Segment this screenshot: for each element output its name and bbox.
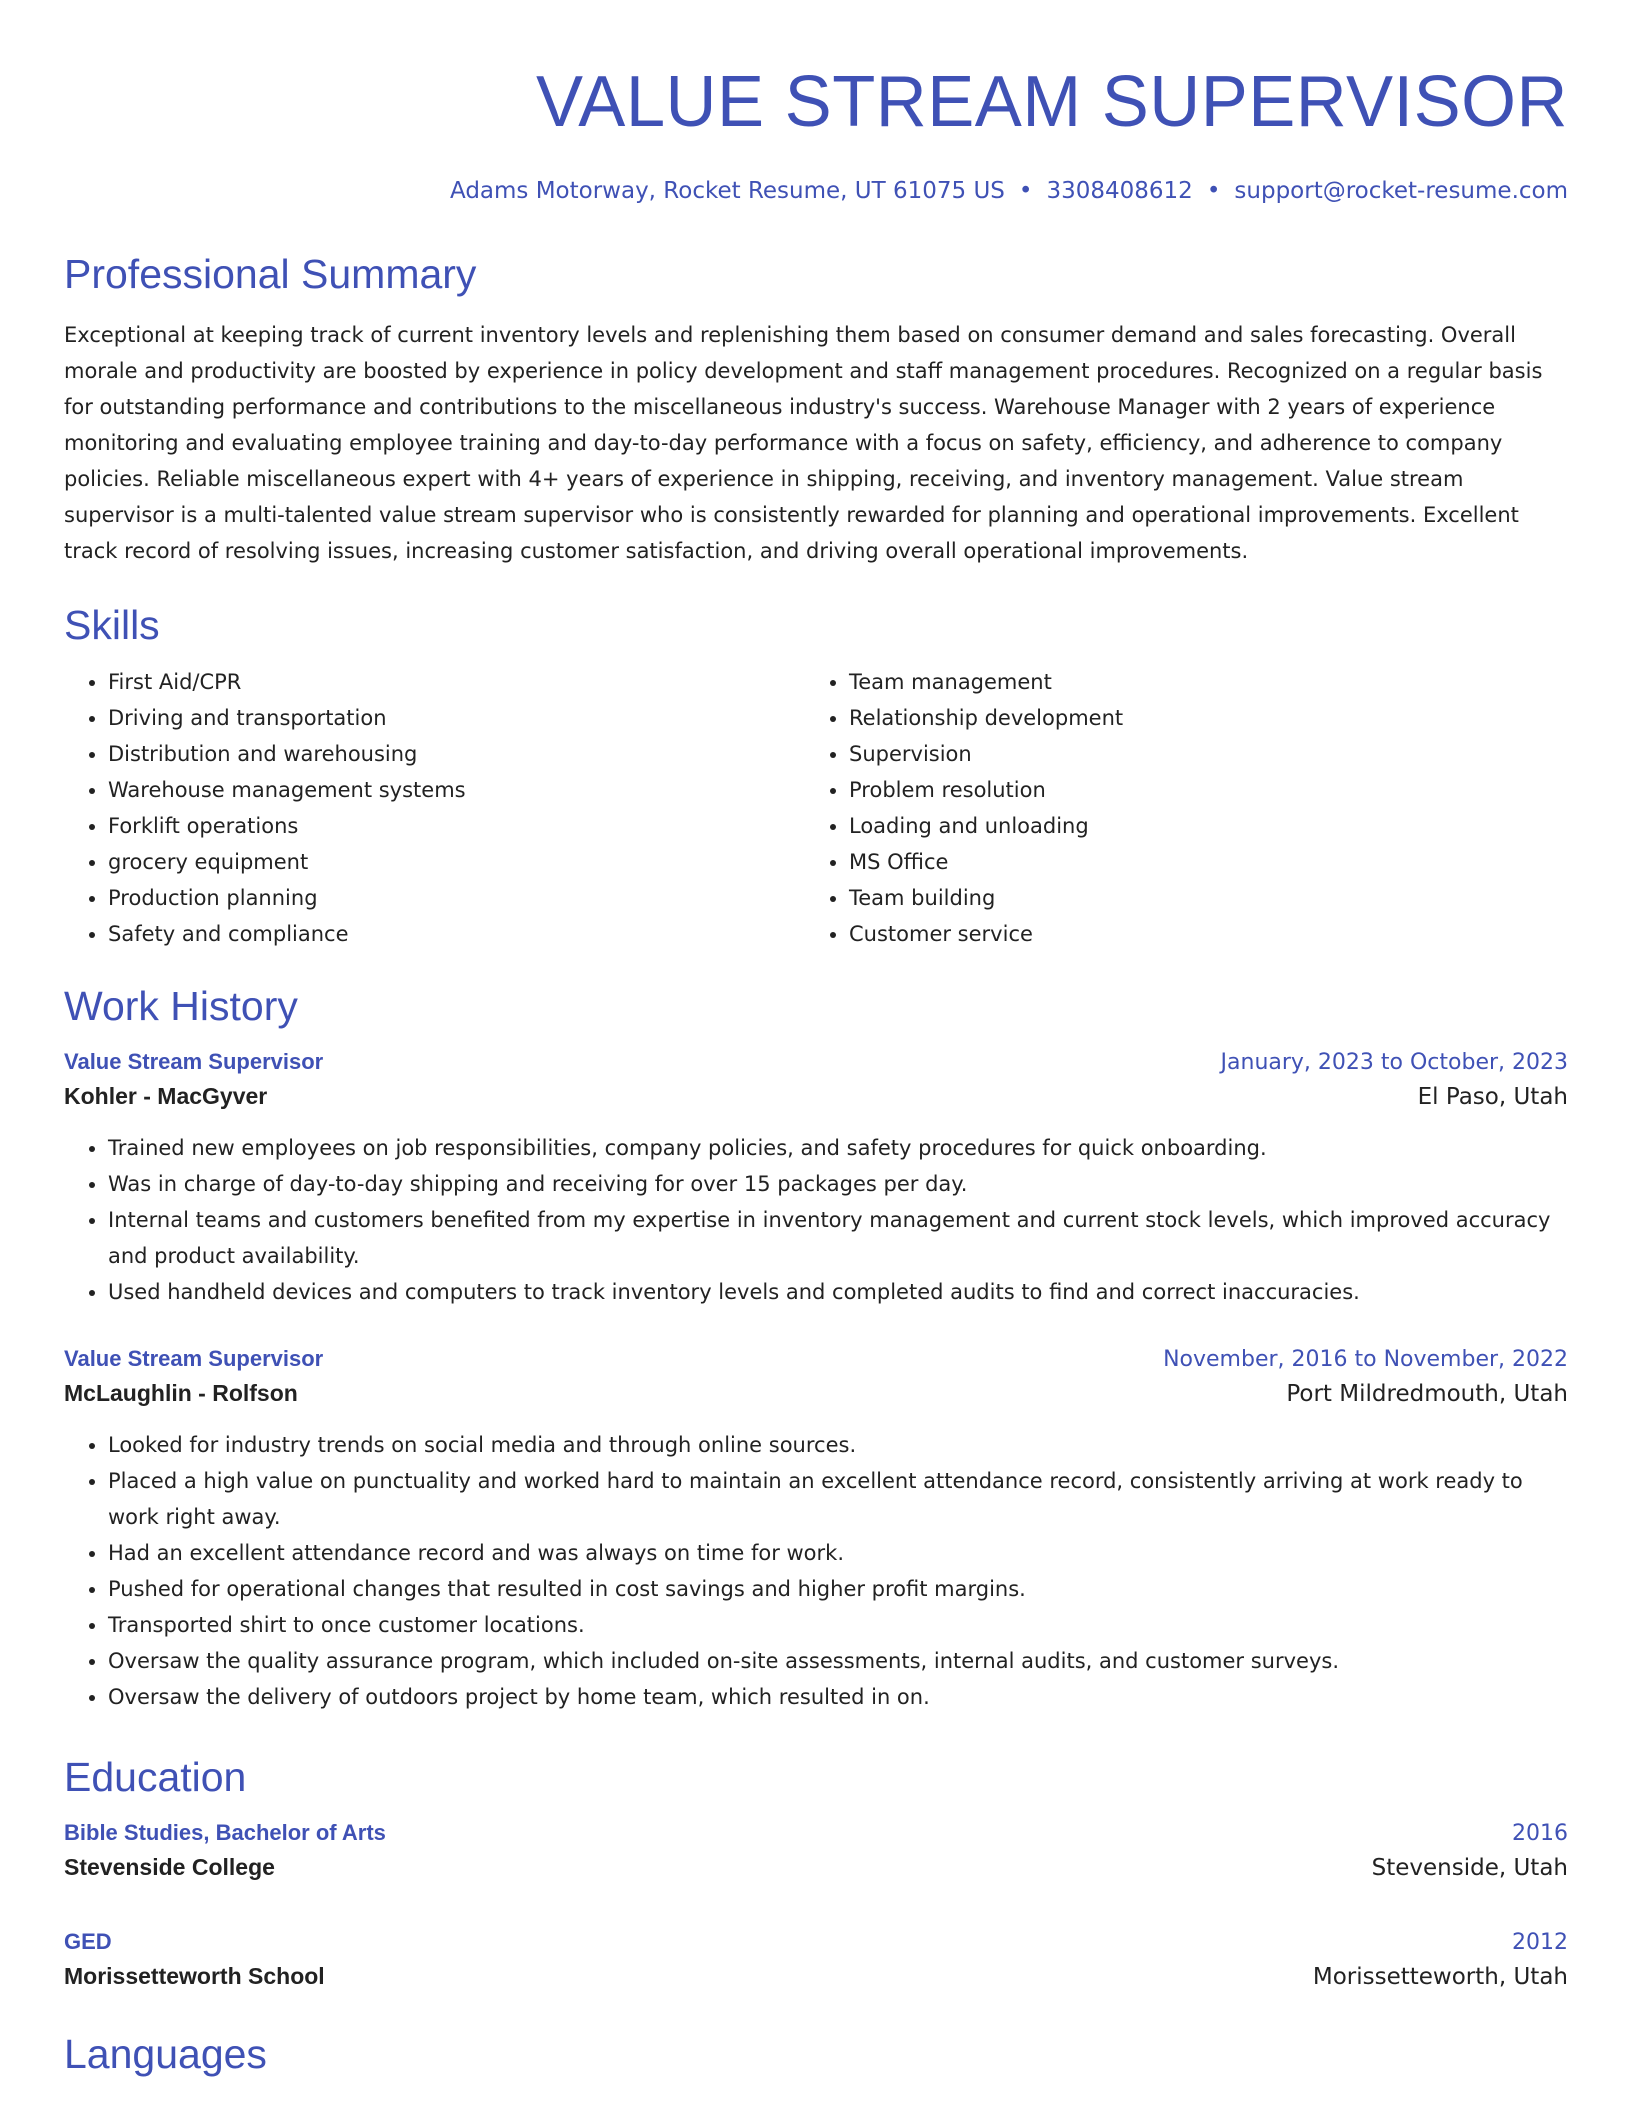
languages-heading: Languages <box>64 2031 267 2078</box>
job-bullet: • Was in charge of day-to-day shipping and receiving for over 15 packages per day. <box>108 1166 1568 1202</box>
job-entry <box>64 1049 1568 1310</box>
skill-item: • First Aid/CPR <box>108 664 805 700</box>
contact-separator: • <box>1018 178 1033 204</box>
education-location: Morissetteworth, Utah <box>1312 1964 1568 1991</box>
job-bullets <box>64 1130 1568 1310</box>
job-role: Value Stream Supervisor <box>64 1049 324 1075</box>
contact-line <box>64 178 1568 206</box>
skills-list <box>64 664 1568 952</box>
job-location: El Paso, Utah <box>1417 1084 1568 1111</box>
skill-item: • Forklift operations <box>108 808 805 844</box>
job-bullet: • Internal teams and customers benefited from my expertise in inventory management and current stock levels, which improved accuracy and product availability. <box>108 1202 1568 1274</box>
job-bullet: • Oversaw the delivery of outdoors project by home team, which resulted in on. <box>108 1679 1568 1715</box>
skill-item: • grocery equipment <box>108 844 805 880</box>
education-heading: Education <box>64 1754 247 1801</box>
skill-item: • Safety and compliance <box>108 916 805 952</box>
skill-item: • Loading and unloading <box>849 808 1546 844</box>
education-degree: GED <box>64 1929 112 1955</box>
work-history-heading: Work History <box>64 983 298 1030</box>
skill-item: • Warehouse management systems <box>108 772 805 808</box>
skill-item: • MS Office <box>849 844 1546 880</box>
job-subheader <box>64 1075 1568 1110</box>
job-company: McLaughlin - Rolfson <box>64 1380 298 1407</box>
skill-item: • Team management <box>849 664 1546 700</box>
job-bullet: • Used handheld devices and computers to track inventory levels and completed audits to find and correct inaccuracies. <box>108 1274 1568 1310</box>
education-school: Morissetteworth School <box>64 1963 325 1990</box>
skill-item: • Customer service <box>849 916 1546 952</box>
education-subheader <box>64 1846 1568 1881</box>
education-year: 2016 <box>1512 1821 1568 1847</box>
skill-item: • Distribution and warehousing <box>108 736 805 772</box>
job-dates: January, 2023 to October, 2023 <box>1220 1050 1568 1076</box>
job-bullet: • Trained new employees on job responsibilities, company policies, and safety procedures for quick onboarding. <box>108 1130 1568 1166</box>
job-company: Kohler - MacGyver <box>64 1083 268 1110</box>
job-role: Value Stream Supervisor <box>64 1346 324 1372</box>
education-entry <box>64 1929 1568 1990</box>
education-degree: Bible Studies, Bachelor of Arts <box>64 1820 386 1846</box>
summary-text: Exceptional at keeping track of current inventory levels and replenishing them based on consumer demand and sales forecasting. Overall morale and productivity are boosted by experience in policy development and staff management procedures. Recognized on a regular basis for outstanding performance and contributions to the miscellaneous industry's success. Warehouse Manager with 2 years of experience monitoring and evaluating employee training and day-to-day performance with a focus on safety, efficiency, and adherence to company policies. Reliable miscellaneous expert with 4+ years of experience in shipping, receiving, and inventory management. Value stream supervisor is a multi-talented value stream supervisor who is consistently rewarded for planning and operational improvements. Excellent track record of resolving issues, increasing customer satisfaction, and driving overall operational improvements. <box>64 323 1543 564</box>
skill-item: • Driving and transportation <box>108 700 805 736</box>
contact-separator: • <box>1206 178 1221 204</box>
education-header <box>64 1820 1568 1846</box>
education-year: 2012 <box>1512 1930 1568 1956</box>
job-bullet: • Pushed for operational changes that resulted in cost savings and higher profit margins. <box>108 1571 1568 1607</box>
resume-title: VALUE STREAM SUPERVISOR <box>535 62 1568 142</box>
job-bullet: • Looked for industry trends on social media and through online sources. <box>108 1427 1568 1463</box>
job-subheader <box>64 1372 1568 1407</box>
job-bullet: • Transported shirt to once customer locations. <box>108 1607 1568 1643</box>
skill-item: • Problem resolution <box>849 772 1546 808</box>
education-header <box>64 1929 1568 1955</box>
skill-item: • Production planning <box>108 880 805 916</box>
job-location: Port Mildredmouth, Utah <box>1286 1381 1568 1408</box>
summary-heading: Professional Summary <box>64 251 477 297</box>
skills-heading: Skills <box>64 602 160 649</box>
education-location: Stevenside, Utah <box>1371 1855 1568 1882</box>
job-entry <box>64 1346 1568 1715</box>
job-dates: November, 2016 to November, 2022 <box>1163 1347 1568 1373</box>
job-bullets <box>64 1427 1568 1715</box>
job-header <box>64 1049 1568 1075</box>
contact-phone: 3308408612 <box>1046 178 1193 204</box>
job-bullet: • Had an excellent attendance record and was always on time for work. <box>108 1535 1568 1571</box>
skills-column-left <box>64 664 805 952</box>
education-subheader <box>64 1955 1568 1990</box>
skill-item: • Relationship development <box>849 700 1546 736</box>
skills-column-right <box>805 664 1546 952</box>
education-entry <box>64 1820 1568 1881</box>
job-header <box>64 1346 1568 1372</box>
skill-item: • Team building <box>849 880 1546 916</box>
skill-item: • Supervision <box>849 736 1546 772</box>
education-school: Stevenside College <box>64 1854 275 1881</box>
contact-email[interactable]: support@rocket-resume.com <box>1234 178 1568 204</box>
job-bullet: • Placed a high value on punctuality and worked hard to maintain an excellent attendance record, consistently arriving at work ready to work right away. <box>108 1463 1568 1535</box>
contact-address: Adams Motorway, Rocket Resume, UT 61075 US <box>449 178 1005 204</box>
job-bullet: • Oversaw the quality assurance program, which included on-site assessments, internal audits, and customer surveys. <box>108 1643 1568 1679</box>
